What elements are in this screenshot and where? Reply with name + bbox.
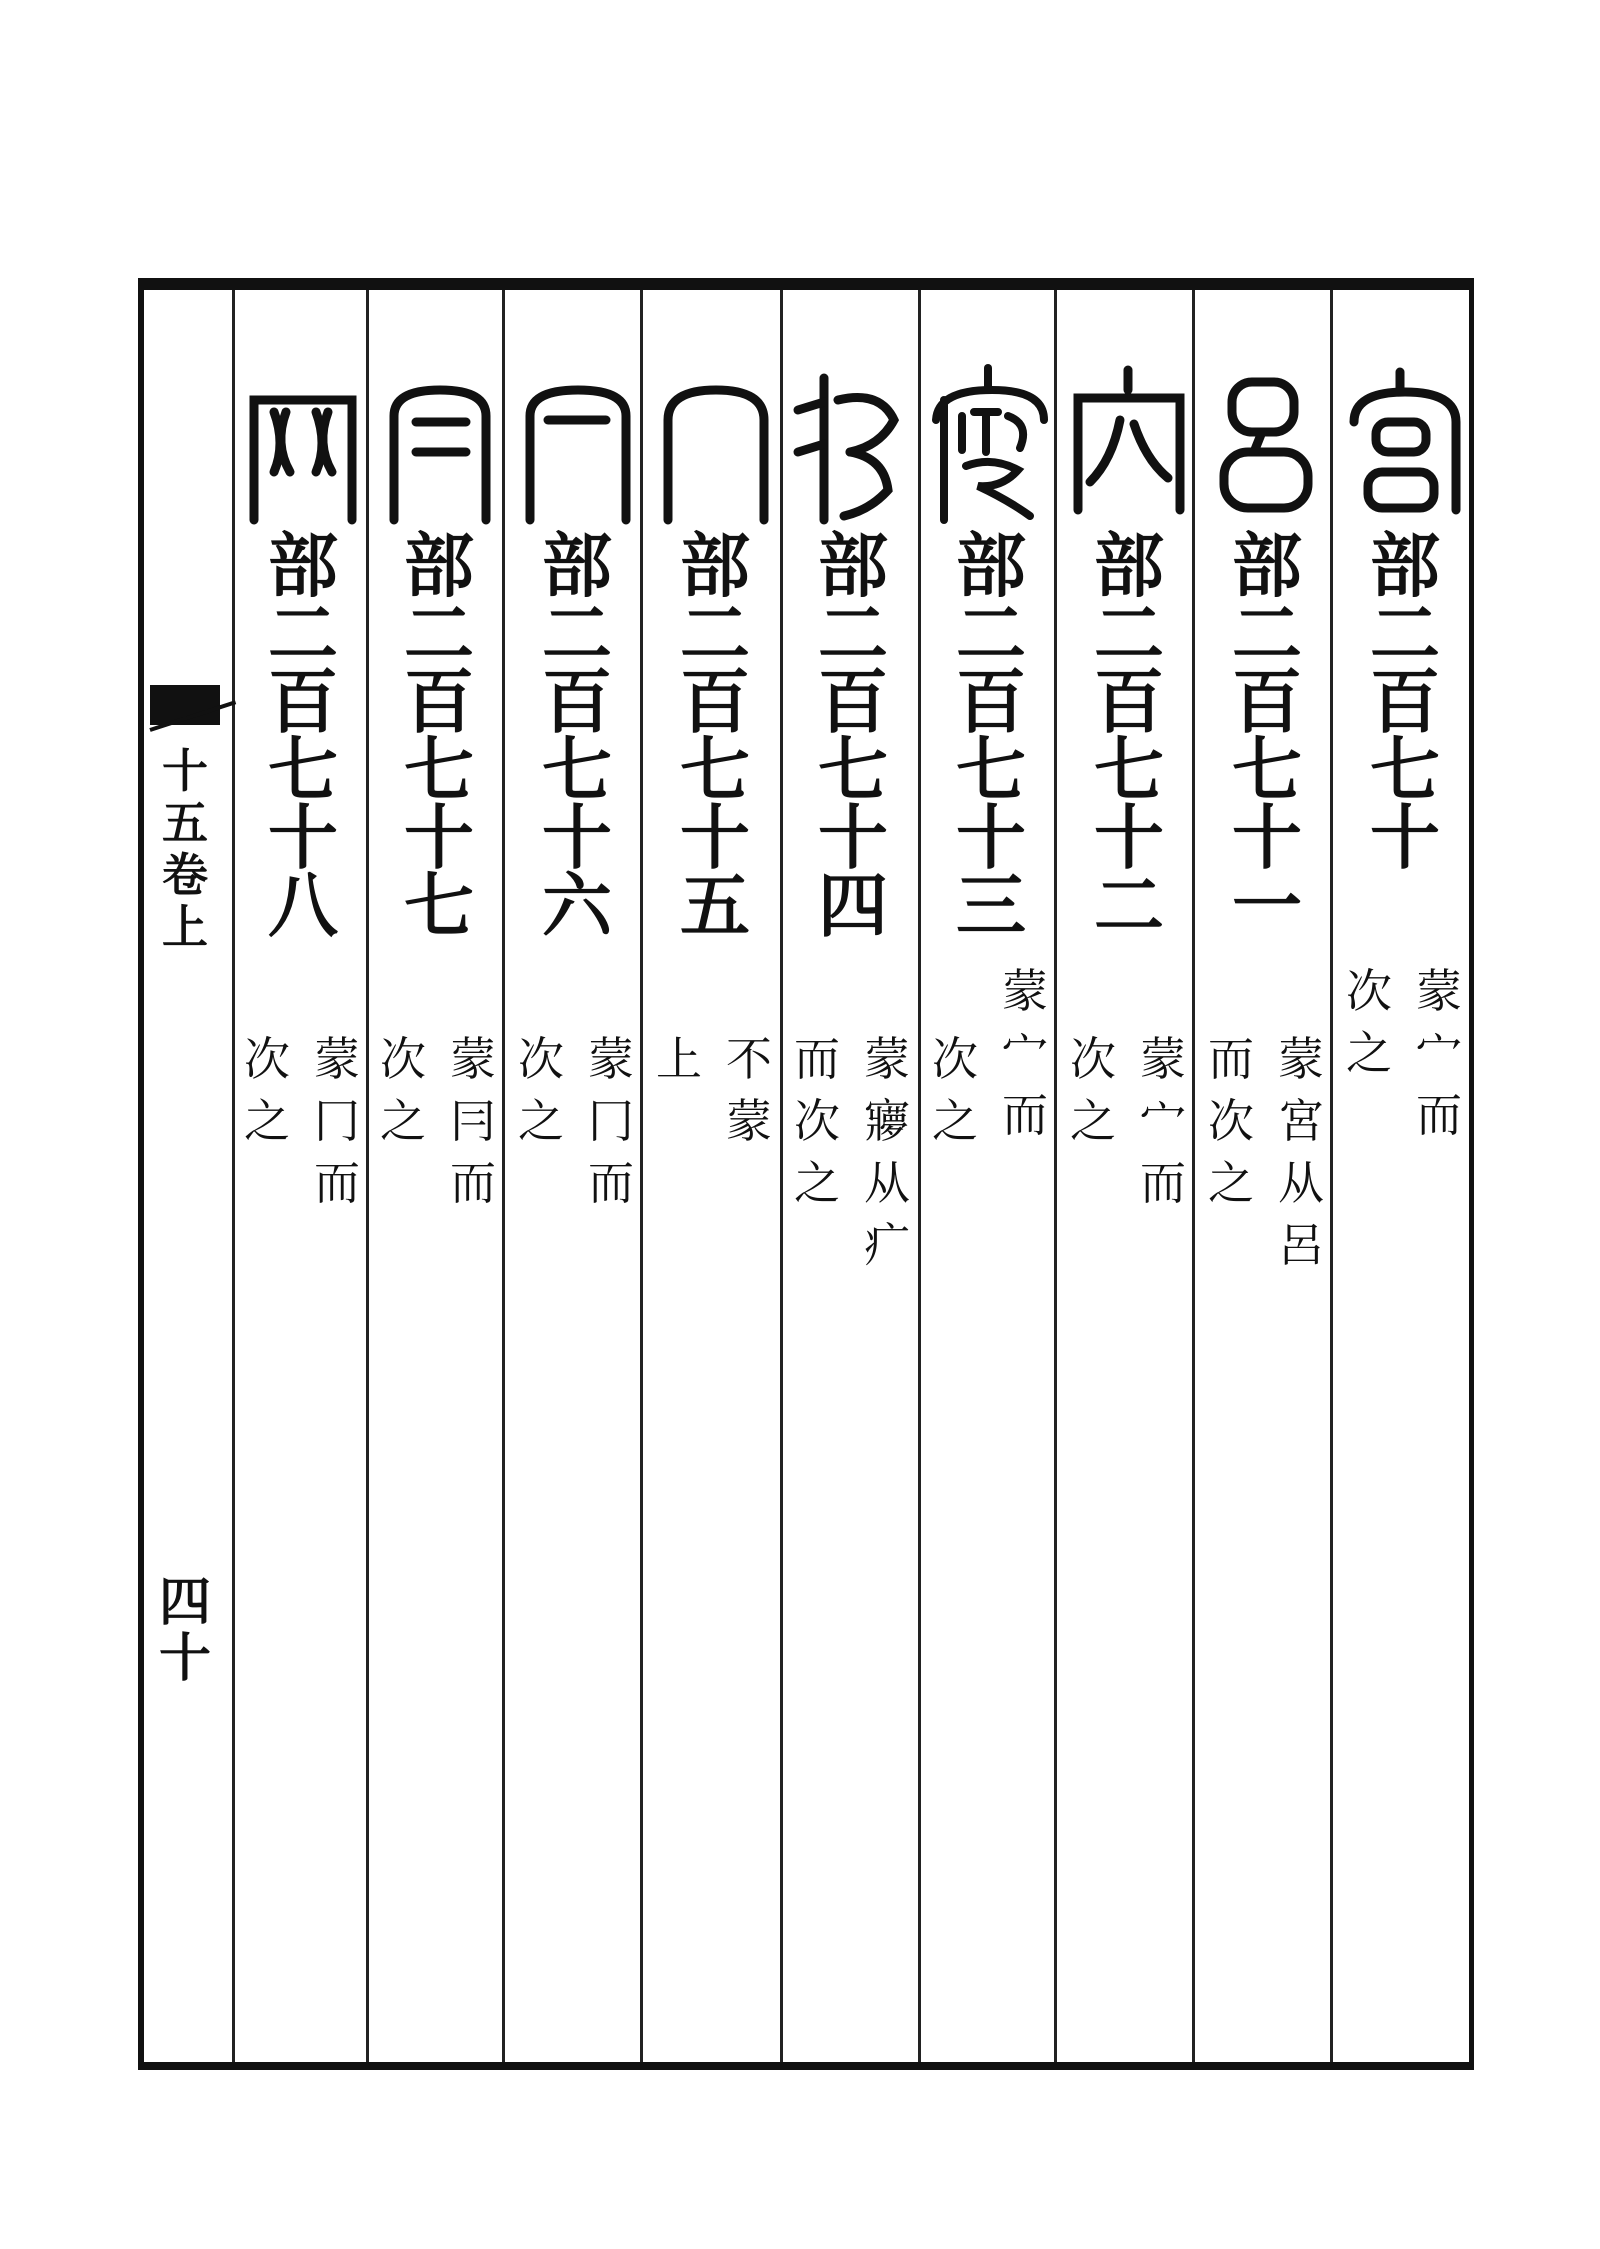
glyph: 而 — [794, 1032, 840, 1086]
glyph: 蒙 — [1278, 1032, 1324, 1086]
glyph: 二 — [1094, 864, 1164, 947]
annotation-right — [856, 1028, 918, 1276]
seal-script-glyph — [370, 360, 508, 535]
glyph: 宮 — [1278, 1094, 1324, 1148]
glyph: 之 — [1346, 1026, 1392, 1080]
glyph: 百 — [956, 660, 1026, 743]
radical-heading — [794, 524, 912, 947]
radical-heading — [1346, 524, 1464, 879]
glyph: 部 — [956, 524, 1026, 607]
glyph: 七 — [1232, 728, 1302, 811]
annotation-right — [718, 1028, 780, 1152]
glyph: 百 — [404, 660, 474, 743]
glyph: 蒙 — [1140, 1032, 1186, 1086]
glyph: 而 — [588, 1156, 634, 1210]
glyph: 之 — [932, 1094, 978, 1148]
annotation-left — [236, 1028, 298, 1152]
glyph: 一 — [1232, 864, 1302, 947]
glyph: 七 — [404, 728, 474, 811]
glyph: 七 — [268, 728, 338, 811]
glyph: 上 — [656, 1032, 702, 1086]
glyph: 二 — [268, 592, 338, 675]
glyph: 次 — [932, 1032, 978, 1086]
glyph: 之 — [380, 1094, 426, 1148]
annotation-left — [510, 1028, 572, 1152]
glyph: 部 — [404, 524, 474, 607]
annotation-right — [1270, 1028, 1332, 1276]
glyph: 七 — [1370, 728, 1440, 811]
glyph: 蒙 — [1416, 964, 1462, 1018]
glyph: 十 — [1370, 796, 1440, 879]
glyph: 七 — [404, 864, 474, 947]
page-number: 四十 — [158, 1572, 211, 1689]
glyph: 十 — [1232, 796, 1302, 879]
seal-script-glyph — [1336, 360, 1474, 535]
glyph: 蒙 — [588, 1032, 634, 1086]
glyph: 而 — [1140, 1156, 1186, 1210]
glyph: 十 — [956, 796, 1026, 879]
glyph: 二 — [1094, 592, 1164, 675]
seal-script-glyph — [1060, 360, 1198, 535]
annotation-left — [1200, 1028, 1262, 1214]
glyph: 二 — [1232, 592, 1302, 675]
glyph: 二 — [1370, 592, 1440, 675]
glyph: 蒙 — [450, 1032, 496, 1086]
glyph: 宀 — [1002, 1026, 1048, 1080]
annotation-right — [1408, 960, 1470, 1146]
glyph: 六 — [542, 864, 612, 947]
glyph: 十 — [1094, 796, 1164, 879]
glyph: 十 — [542, 796, 612, 879]
glyph: 百 — [818, 660, 888, 743]
glyph: 五 — [680, 864, 750, 947]
glyph: 七 — [680, 728, 750, 811]
seal-script-glyph — [234, 360, 372, 535]
glyph: 七 — [1094, 728, 1164, 811]
seal-script-glyph — [922, 360, 1060, 535]
annotation-left — [648, 1028, 710, 1090]
glyph: 次 — [1208, 1094, 1254, 1148]
glyph: 宀 — [1416, 1026, 1462, 1080]
glyph: 百 — [268, 660, 338, 743]
radical-heading — [656, 524, 774, 947]
annotation-left — [372, 1028, 434, 1152]
glyph: 之 — [1070, 1094, 1116, 1148]
glyph: 宀 — [1140, 1094, 1186, 1148]
annotation-left — [786, 1028, 848, 1214]
glyph: 三 — [956, 864, 1026, 947]
radical-heading — [1070, 524, 1188, 947]
glyph: 㝱 — [864, 1094, 910, 1148]
glyph: 之 — [794, 1156, 840, 1210]
glyph: 之 — [518, 1094, 564, 1148]
glyph: 从 — [864, 1156, 910, 1210]
glyph: 次 — [1070, 1032, 1116, 1086]
seal-script-glyph — [508, 360, 646, 535]
glyph: 十 — [162, 744, 208, 798]
glyph: 次 — [1346, 964, 1392, 1018]
glyph: 不 — [726, 1032, 772, 1086]
annotation-right — [994, 960, 1056, 1146]
glyph: 蒙 — [726, 1094, 772, 1148]
glyph: 之 — [244, 1094, 290, 1148]
annotation-right — [306, 1028, 368, 1214]
glyph: 七 — [956, 728, 1026, 811]
glyph: 百 — [1094, 660, 1164, 743]
seal-script-glyph — [646, 360, 784, 535]
glyph: 之 — [1208, 1156, 1254, 1210]
annotation-right — [442, 1028, 504, 1214]
annotation-right — [1132, 1028, 1194, 1214]
glyph: 部 — [268, 524, 338, 607]
glyph: 而 — [1416, 1088, 1462, 1142]
glyph: 百 — [680, 660, 750, 743]
radical-heading — [380, 524, 498, 947]
glyph: 上 — [162, 900, 208, 954]
glyph: 十 — [818, 796, 888, 879]
glyph: 卷 — [162, 848, 208, 902]
glyph: 冃 — [450, 1094, 496, 1148]
radical-heading — [932, 524, 1050, 947]
glyph: 而 — [1208, 1032, 1254, 1086]
radical-heading — [244, 524, 362, 947]
glyph: 二 — [680, 592, 750, 675]
glyph: 次 — [380, 1032, 426, 1086]
glyph: 次 — [794, 1094, 840, 1148]
glyph: 百 — [542, 660, 612, 743]
glyph: 二 — [818, 592, 888, 675]
annotation-left — [1338, 960, 1400, 1084]
column-rule — [1054, 290, 1057, 2062]
glyph: 部 — [542, 524, 612, 607]
column-rule — [780, 290, 783, 2062]
glyph: 而 — [314, 1156, 360, 1210]
glyph: 冂 — [588, 1094, 634, 1148]
glyph: 四 — [818, 864, 888, 947]
radical-heading — [518, 524, 636, 947]
glyph: 次 — [244, 1032, 290, 1086]
volume-label — [150, 745, 220, 953]
glyph: 百 — [1232, 660, 1302, 743]
glyph: 八 — [268, 864, 338, 947]
glyph: 从 — [1278, 1156, 1324, 1210]
annotation-right — [580, 1028, 642, 1214]
glyph: 蒙 — [1002, 964, 1048, 1018]
annotation-left — [1062, 1028, 1124, 1152]
glyph: 百 — [1370, 660, 1440, 743]
annotation-left — [924, 1028, 986, 1152]
glyph: 蒙 — [864, 1032, 910, 1086]
glyph: 而 — [1002, 1088, 1048, 1142]
glyph: 部 — [680, 524, 750, 607]
glyph: 十 — [268, 796, 338, 879]
seal-script-glyph — [784, 360, 922, 535]
glyph: 部 — [1232, 524, 1302, 607]
glyph: 疒 — [864, 1218, 910, 1272]
glyph: 部 — [1370, 524, 1440, 607]
glyph: 冂 — [314, 1094, 360, 1148]
column-rule — [918, 290, 921, 2062]
glyph: 十 — [404, 796, 474, 879]
column-rule — [232, 290, 235, 2062]
glyph: 十 — [680, 796, 750, 879]
glyph: 部 — [1094, 524, 1164, 607]
glyph: 而 — [450, 1156, 496, 1210]
glyph: 二 — [956, 592, 1026, 675]
glyph: 二 — [542, 592, 612, 675]
glyph: 次 — [518, 1032, 564, 1086]
glyph: 呂 — [1278, 1218, 1324, 1272]
glyph: 部 — [818, 524, 888, 607]
glyph: 五 — [162, 796, 208, 850]
glyph: 二 — [404, 592, 474, 675]
glyph: 七 — [542, 728, 612, 811]
seal-script-glyph — [1198, 360, 1336, 535]
glyph: 七 — [818, 728, 888, 811]
glyph: 蒙 — [314, 1032, 360, 1086]
radical-heading — [1208, 524, 1326, 947]
